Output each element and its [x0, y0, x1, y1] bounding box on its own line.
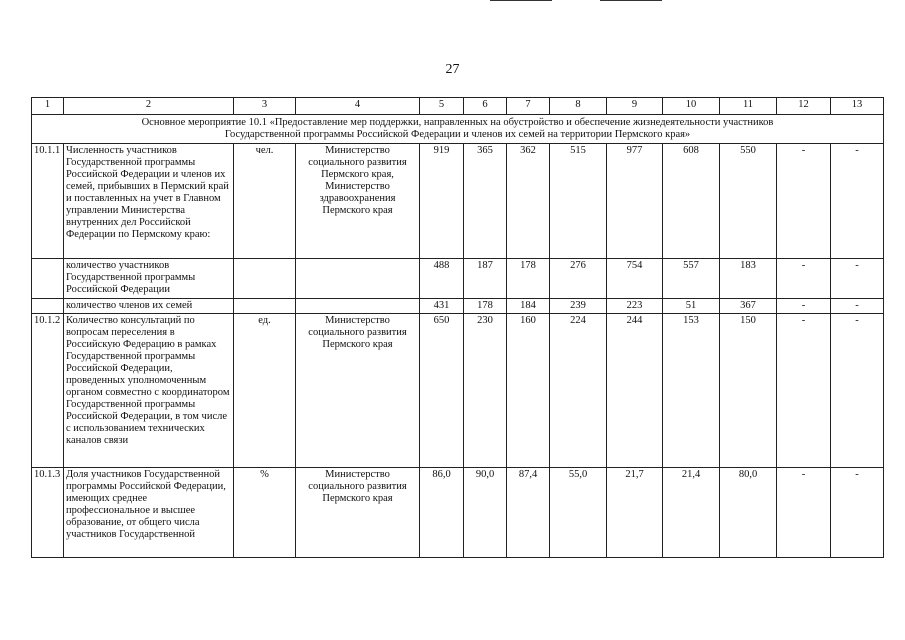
scan-mark-2	[600, 0, 662, 1]
page-number: 27	[445, 62, 460, 77]
column-number: 7	[507, 98, 550, 115]
row-value: 244	[607, 314, 663, 468]
row-executor	[296, 299, 420, 314]
column-number: 3	[234, 98, 296, 115]
row-value: 650	[420, 314, 464, 468]
row-value: 276	[550, 259, 607, 299]
row-value: 21,7	[607, 468, 663, 558]
row-value: 153	[663, 314, 720, 468]
column-number: 8	[550, 98, 607, 115]
row-value: -	[831, 299, 884, 314]
row-value: 21,4	[663, 468, 720, 558]
row-code: 10.1.1	[32, 144, 64, 259]
row-value: 223	[607, 299, 663, 314]
column-number: 6	[464, 98, 507, 115]
column-number: 5	[420, 98, 464, 115]
row-value: 80,0	[720, 468, 777, 558]
column-number: 13	[831, 98, 884, 115]
row-name: Количество консультаций по вопросам переселения в Российскую Федерацию в рамках Государственной программы Российской Федерации, проведенных уполномоченным органом совместно с координатором Государственной программы Российской Федерации, в том числе с использованием технических каналов связи	[64, 314, 234, 468]
row-value: -	[831, 144, 884, 259]
column-number: 9	[607, 98, 663, 115]
row-value: 362	[507, 144, 550, 259]
row-code: 10.1.3	[32, 468, 64, 558]
row-value: -	[777, 314, 831, 468]
row-code	[32, 299, 64, 314]
row-value: 178	[464, 299, 507, 314]
table-row	[32, 468, 884, 558]
column-number: 10	[663, 98, 720, 115]
indicators-table	[31, 97, 884, 558]
row-value: 919	[420, 144, 464, 259]
row-unit	[234, 299, 296, 314]
row-value: -	[777, 468, 831, 558]
row-value: 365	[464, 144, 507, 259]
column-number: 11	[720, 98, 777, 115]
row-value: 367	[720, 299, 777, 314]
row-value: 550	[720, 144, 777, 259]
column-number: 2	[64, 98, 234, 115]
table-row	[32, 144, 884, 259]
table-row	[32, 314, 884, 468]
table-row	[32, 299, 884, 314]
row-value: 515	[550, 144, 607, 259]
row-unit: чел.	[234, 144, 296, 259]
row-value: 51	[663, 299, 720, 314]
row-value: 90,0	[464, 468, 507, 558]
row-value: -	[831, 259, 884, 299]
column-number-row	[32, 98, 884, 115]
row-value: 754	[607, 259, 663, 299]
row-value: 178	[507, 259, 550, 299]
row-code: 10.1.2	[32, 314, 64, 468]
column-number: 12	[777, 98, 831, 115]
row-value: -	[831, 314, 884, 468]
row-value: 187	[464, 259, 507, 299]
row-unit	[234, 259, 296, 299]
row-value: 55,0	[550, 468, 607, 558]
row-executor	[296, 259, 420, 299]
column-number: 1	[32, 98, 64, 115]
row-executor: Министерство социального развития Пермского края, Министерство здравоохранения Пермского края	[296, 144, 420, 259]
row-unit: %	[234, 468, 296, 558]
row-name: количество членов их семей	[64, 299, 234, 314]
row-value: 488	[420, 259, 464, 299]
row-value: -	[777, 144, 831, 259]
row-name: Численность участников Государственной программы Российской Федерации и членов их семей, прибывших в Пермский край и поставленных на учет в Главном управлении Министерства внутренних дел Российской Федерации по Пермскому краю:	[64, 144, 234, 259]
row-value: -	[831, 468, 884, 558]
row-value: 87,4	[507, 468, 550, 558]
table-row	[32, 259, 884, 299]
row-value: 977	[607, 144, 663, 259]
row-value: 608	[663, 144, 720, 259]
row-code	[32, 259, 64, 299]
row-value: 431	[420, 299, 464, 314]
row-value: -	[777, 299, 831, 314]
row-value: 184	[507, 299, 550, 314]
row-executor: Министерство социального развития Пермского края	[296, 314, 420, 468]
column-number: 4	[296, 98, 420, 115]
scan-mark-1	[490, 0, 552, 1]
row-name: количество участников Государственной программы Российской Федерации	[64, 259, 234, 299]
row-name: Доля участников Государственной программы Российской Федерации, имеющих среднее профессиональное и высшее образование, от общего числа участников Государственной	[64, 468, 234, 558]
row-unit: ед.	[234, 314, 296, 468]
row-value: 239	[550, 299, 607, 314]
row-value: 183	[720, 259, 777, 299]
section-title-row	[32, 115, 884, 144]
row-executor: Министерство социального развития Пермского края	[296, 468, 420, 558]
row-value: 150	[720, 314, 777, 468]
row-value: 230	[464, 314, 507, 468]
row-value: 160	[507, 314, 550, 468]
row-value: -	[777, 259, 831, 299]
row-value: 557	[663, 259, 720, 299]
row-value: 86,0	[420, 468, 464, 558]
row-value: 224	[550, 314, 607, 468]
section-title: Основное мероприятие 10.1 «Предоставление мер поддержки, направленных на обустройство и обеспечение жизнедеятельности участников Государственной программы Российской Федерации и членов их семей на территории Пермского края»	[32, 115, 884, 144]
